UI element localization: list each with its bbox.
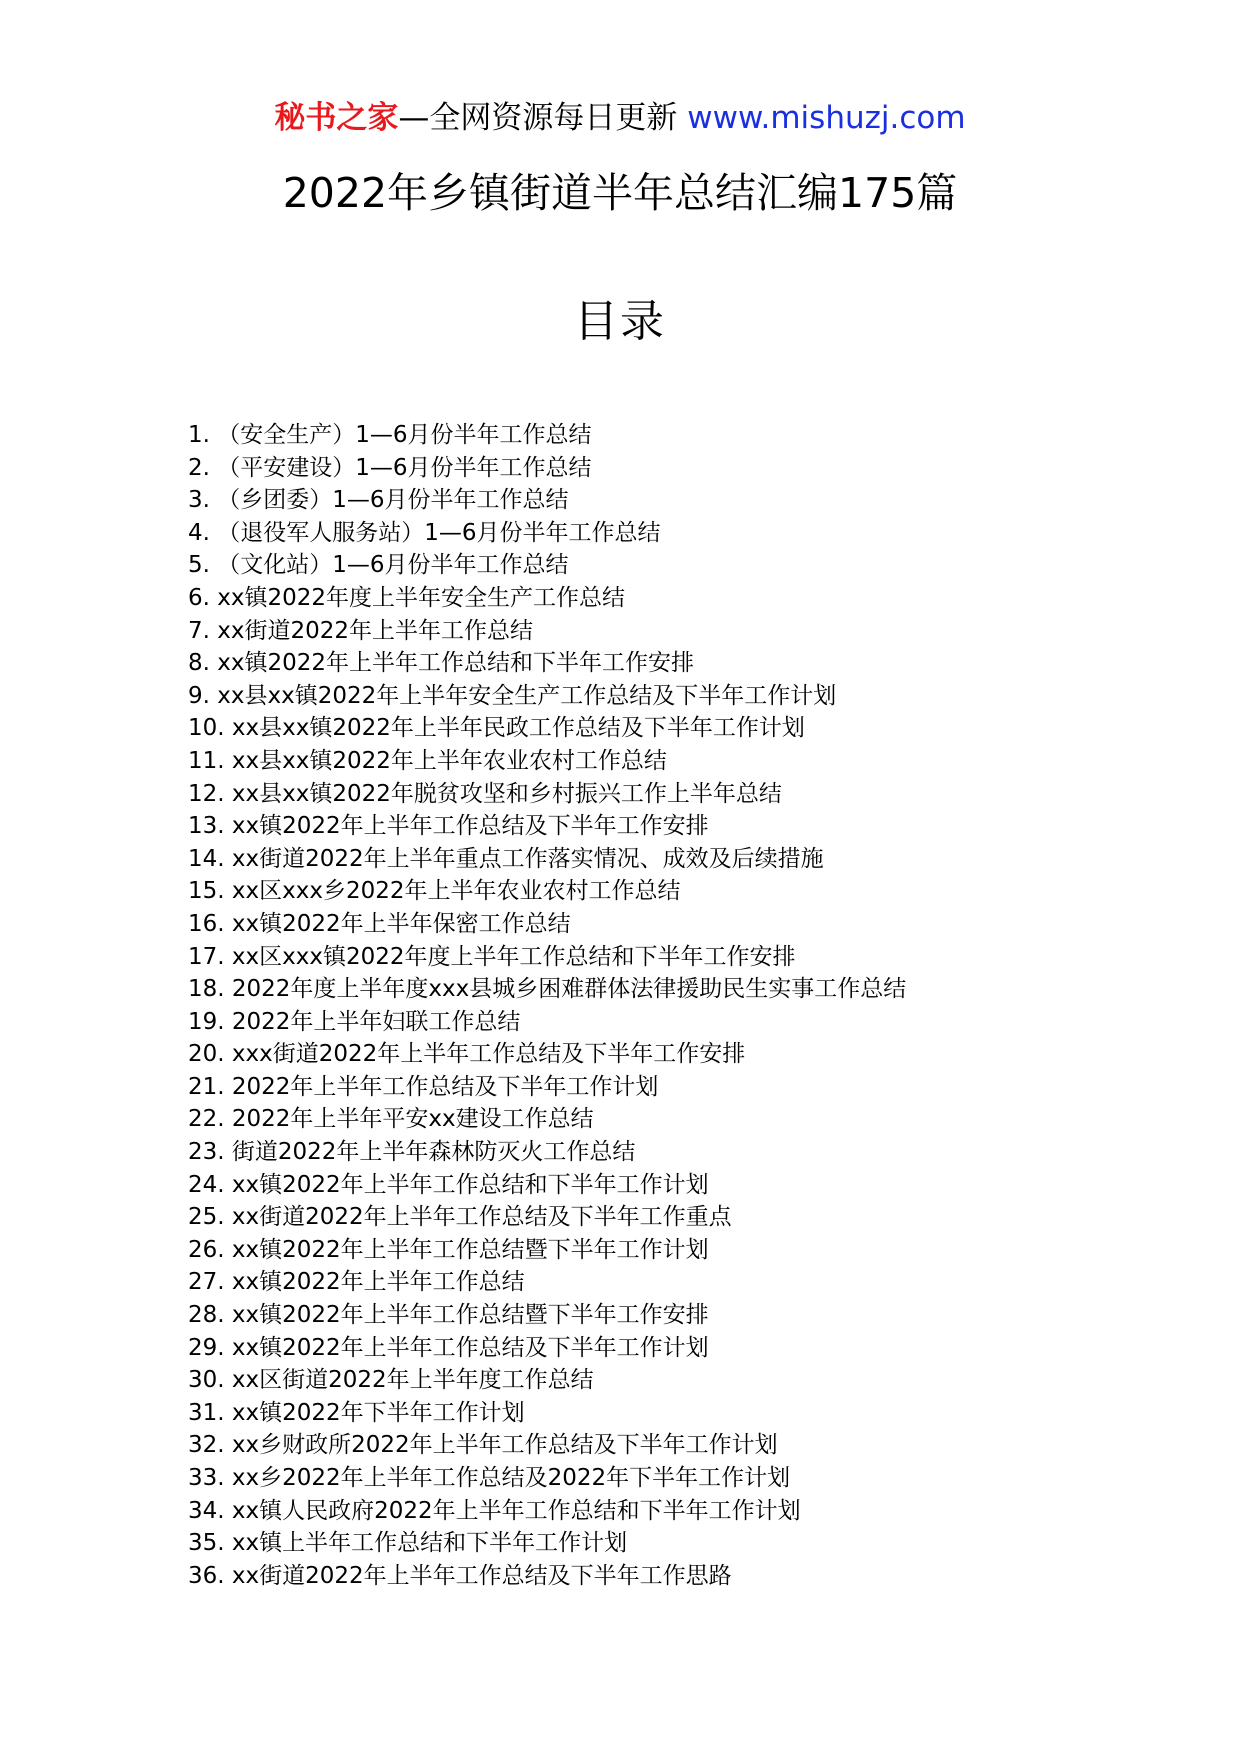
toc-item[interactable]	[188, 941, 1188, 974]
toc-item[interactable]	[188, 1103, 1188, 1136]
toc-item[interactable]	[188, 1234, 1188, 1267]
toc-item-title: xx镇2022年下半年工作计划	[231, 1399, 525, 1426]
toc-item-title: xx镇2022年度上半年安全生产工作总结	[217, 584, 626, 611]
toc-item[interactable]	[188, 1136, 1188, 1169]
toc-item[interactable]	[188, 1038, 1188, 1071]
toc-item-number: 3.	[188, 487, 210, 514]
site-slogan: —全网资源每日更新	[398, 100, 678, 136]
toc-item[interactable]	[188, 1397, 1188, 1430]
toc-item-title: xx镇2022年上半年工作总结和下半年工作计划	[231, 1171, 709, 1198]
toc-item-title: xx县xx镇2022年脱贫攻坚和乡村振兴工作上半年总结	[231, 780, 782, 807]
toc-item-title: （乡团委）1—6月份半年工作总结	[217, 487, 569, 514]
toc-item[interactable]	[188, 1299, 1188, 1332]
toc-item-title: 2022年度上半年度xxx县城乡困难群体法律援助民生实事工作总结	[231, 976, 907, 1003]
toc-item-number: 25.	[188, 1204, 225, 1231]
toc-item[interactable]	[188, 582, 1188, 615]
toc-item-title: （平安建设）1—6月份半年工作总结	[217, 454, 592, 481]
toc-item-number: 9.	[188, 682, 210, 709]
toc-item-number: 5.	[188, 552, 210, 579]
toc-item-title: xx镇2022年上半年工作总结	[231, 1269, 525, 1296]
toc-item[interactable]	[188, 1527, 1188, 1560]
toc-item-number: 2.	[188, 454, 210, 481]
toc-item-number: 35.	[188, 1530, 225, 1557]
toc-item-title: xx镇2022年上半年工作总结和下半年工作安排	[217, 650, 695, 677]
toc-item-number: 4.	[188, 519, 210, 546]
toc-item-title: xx镇人民政府2022年上半年工作总结和下半年工作计划	[231, 1497, 801, 1524]
toc-item-title: xx县xx镇2022年上半年农业农村工作总结	[231, 747, 667, 774]
toc-item[interactable]	[188, 843, 1188, 876]
toc-item-title: xx区街道2022年上半年度工作总结	[231, 1367, 594, 1394]
toc-item[interactable]	[188, 1495, 1188, 1528]
toc-item-number: 26.	[188, 1236, 225, 1263]
toc-heading: 目录	[574, 296, 666, 347]
toc-item[interactable]	[188, 1266, 1188, 1299]
toc-item-title: xxx街道2022年上半年工作总结及下半年工作安排	[231, 1041, 746, 1068]
toc-item-title: xx县xx镇2022年上半年安全生产工作总结及下半年工作计划	[217, 682, 837, 709]
toc-item[interactable]	[188, 745, 1188, 778]
toc-item-number: 21.	[188, 1073, 225, 1100]
toc-item-number: 16.	[188, 910, 225, 937]
toc-item[interactable]	[188, 712, 1188, 745]
toc-item[interactable]	[188, 419, 1188, 452]
toc-item[interactable]	[188, 1332, 1188, 1365]
toc-item-title: 2022年上半年平安xx建设工作总结	[231, 1106, 594, 1133]
site-url-link[interactable]: www.mishuzj.com	[687, 100, 966, 136]
toc-item-title: xx区xxx镇2022年度上半年工作总结和下半年工作安排	[231, 943, 796, 970]
toc-item-title: （退役军人服务站）1—6月份半年工作总结	[217, 519, 661, 546]
toc-item-title: xx乡财政所2022年上半年工作总结及下半年工作计划	[231, 1432, 778, 1459]
toc-item-number: 11.	[188, 747, 225, 774]
toc-item[interactable]	[188, 615, 1188, 648]
toc-item[interactable]	[188, 549, 1188, 582]
toc-item-title: xx镇2022年上半年工作总结暨下半年工作安排	[231, 1302, 709, 1329]
toc-item[interactable]	[188, 778, 1188, 811]
toc-item-title: xx镇2022年上半年保密工作总结	[231, 910, 571, 937]
toc-item-title: xx街道2022年上半年工作总结及下半年工作思路	[231, 1562, 732, 1589]
toc-item-number: 15.	[188, 878, 225, 905]
toc-item[interactable]	[188, 1169, 1188, 1202]
toc-item-number: 12.	[188, 780, 225, 807]
toc-item[interactable]	[188, 1560, 1188, 1593]
toc-item[interactable]	[188, 908, 1188, 941]
toc-item-number: 20.	[188, 1041, 225, 1068]
toc-item-title: xx乡2022年上半年工作总结及2022年下半年工作计划	[231, 1465, 791, 1491]
toc-item[interactable]	[188, 1364, 1188, 1397]
toc-item-number: 19.	[188, 1008, 225, 1035]
toc-item-title: 2022年上半年妇联工作总结	[231, 1008, 521, 1035]
toc-item-number: 24.	[188, 1171, 225, 1198]
toc-item-number: 36.	[188, 1562, 225, 1589]
toc-item-number: 6.	[188, 584, 210, 611]
toc-item[interactable]	[188, 517, 1188, 550]
toc-item-number: 18.	[188, 976, 225, 1003]
toc-item[interactable]	[188, 647, 1188, 680]
toc-item-title: 街道2022年上半年森林防灭火工作总结	[231, 1139, 636, 1166]
site-header	[0, 98, 1240, 138]
toc-item-title: 2022年上半年工作总结及下半年工作计划	[231, 1073, 659, 1100]
toc-item[interactable]	[188, 680, 1188, 713]
toc-item-number: 23.	[188, 1139, 225, 1166]
toc-item-number: 33.	[188, 1465, 225, 1491]
toc-item-number: 14.	[188, 845, 225, 872]
toc-item[interactable]	[188, 1006, 1188, 1039]
toc-item-title: （文化站）1—6月份半年工作总结	[217, 552, 569, 579]
toc-item-number: 17.	[188, 943, 225, 970]
toc-item-number: 8.	[188, 650, 210, 677]
toc-item[interactable]	[188, 484, 1188, 517]
toc-item[interactable]	[188, 973, 1188, 1006]
toc-item-title: xx街道2022年上半年重点工作落实情况、成效及后续措施	[231, 845, 824, 872]
toc-item-number: 1.	[188, 422, 210, 448]
toc-item-title: xx镇2022年上半年工作总结及下半年工作计划	[231, 1334, 709, 1361]
toc-item[interactable]	[188, 875, 1188, 908]
toc-item[interactable]	[188, 1429, 1188, 1462]
toc-item-title: xx镇2022年上半年工作总结暨下半年工作计划	[231, 1236, 709, 1263]
toc-item-number: 30.	[188, 1367, 225, 1394]
toc-item-number: 32.	[188, 1432, 225, 1459]
toc-item-number: 29.	[188, 1334, 225, 1361]
toc-item-number: 34.	[188, 1497, 225, 1524]
document-title: 2022年乡镇街道半年总结汇编175篇	[282, 169, 958, 217]
brand-name: 秘书之家	[274, 100, 399, 136]
toc-item-number: 22.	[188, 1106, 225, 1133]
toc-item-title: xx镇上半年工作总结和下半年工作计划	[231, 1530, 628, 1557]
toc-item-title: xx县xx镇2022年上半年民政工作总结及下半年工作计划	[231, 715, 805, 742]
toc-item[interactable]	[188, 1201, 1188, 1234]
toc-item[interactable]	[188, 452, 1188, 485]
toc-item-number: 28.	[188, 1302, 225, 1329]
toc-item-title: （安全生产）1—6月份半年工作总结	[217, 422, 592, 448]
table-of-contents	[188, 419, 1188, 1592]
toc-item-title: xx区xxx乡2022年上半年农业农村工作总结	[231, 878, 681, 905]
toc-item-number: 10.	[188, 715, 225, 742]
toc-item[interactable]	[188, 1462, 1188, 1495]
toc-item-number: 13.	[188, 813, 225, 840]
toc-item-title: xx镇2022年上半年工作总结及下半年工作安排	[231, 813, 709, 840]
toc-item-number: 27.	[188, 1269, 225, 1296]
toc-item[interactable]	[188, 1071, 1188, 1104]
toc-item-number: 7.	[188, 617, 210, 644]
toc-item[interactable]	[188, 810, 1188, 843]
toc-item-title: xx街道2022年上半年工作总结及下半年工作重点	[231, 1204, 732, 1231]
toc-item-number: 31.	[188, 1399, 225, 1426]
toc-item-title: xx街道2022年上半年工作总结	[217, 617, 534, 644]
